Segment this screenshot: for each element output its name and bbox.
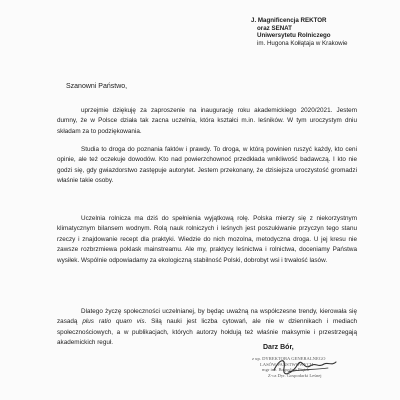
recipient-line-senate: oraz SENAT [257, 24, 292, 32]
paragraph-agricultural-university [57, 214, 357, 266]
recipient-line-rector: J. Magnificencja REKTOR [251, 17, 327, 24]
paragraph-thanks-text: uprzejmie dziękuję za zaproszenie na inaugurację roku akademickiego 2020/2021. Jestem dumny, że w Polsce działa tak zacna uczelnia, która kształci m.in. leśników. W tym uroczystym dniu składam za to podziękowania. [57, 107, 357, 135]
stamp-line-name: mgr inż. Bogusław Piątek [262, 367, 310, 373]
stamp-line-position: Z-ca Dyr. Gospodarki Leśnej [268, 372, 322, 378]
stamp-line-institution: LASÓW PAŃSTWOWYCH [260, 361, 314, 367]
latin-maxim: plus ratio quam vis [82, 318, 145, 326]
paragraph-wishes-text-b: . Siłą nauki jest liczba cytowań, ale nie w dziennikach i mediach społecznościowych, a w publikacjach, których autorzy hołdują też właśnie maksymie i przestrzegają akademickich reguł. [57, 318, 358, 347]
recipient-line-patron: im. Hugona Kołłątaja w Krakowie [257, 39, 348, 47]
stamp-line-authority: z up. DYREKTORA GENERALNEGO [252, 356, 326, 361]
handwritten-signature [270, 356, 340, 378]
paragraph-studies [57, 145, 357, 187]
paragraph-thanks [57, 106, 357, 137]
paragraph-wishes [57, 307, 357, 349]
recipient-address [251, 17, 347, 47]
closing-greeting: Darz Bór, [263, 344, 294, 351]
paragraph-studies-text: Studia to droga do poznania faktów i prawdy. To droga, w którą powinien ruszyć każdy, kto ceni opinie, ale też oczekuje dowodów. Kto nad powierzchownoć przedkłada wnikliwość badawczą. I kto nie godzi się, gdy gwiazdorstwo zastępuje autorytet. Jestem przekonany, że dzisiejsza uroczystość gromadzi właśnie takie osoby. [57, 146, 357, 185]
recipient-line-university: Uniwersytetu Rolniczego [257, 32, 331, 40]
salutation: Szanowni Państwo, [66, 83, 128, 90]
paragraph-agricultural-university-text: Uczelnia rolnicza ma dziś do spełnienia wyjątkową rolę. Polska mierzy się z niekorzystnym klimatycznym bilansem wodnym. Rolą nauk rolniczych i leśnych jest poszukiwanie przyczyn tego stanu rzeczy i znajdowanie recept dla praktyki. Wiedzie do nich mozolna, metodyczna droga. U jej kresu nie zawsze rozbrzmiewa poklask mainstreamu. Ale my, praktycy leśnictwa i rolnictwa, doceniamy Państwa wysiłek. Wspólnie odpowiadamy za ekologiczną stabilność Polski, dobrobyt wsi i trwałość lasów. [57, 215, 357, 264]
paragraph-wishes-text-a: Dlatego życzę społeczności uczelnianej, by będąc uważną na współczesne trendy, kierowała się zasadą [57, 308, 357, 326]
